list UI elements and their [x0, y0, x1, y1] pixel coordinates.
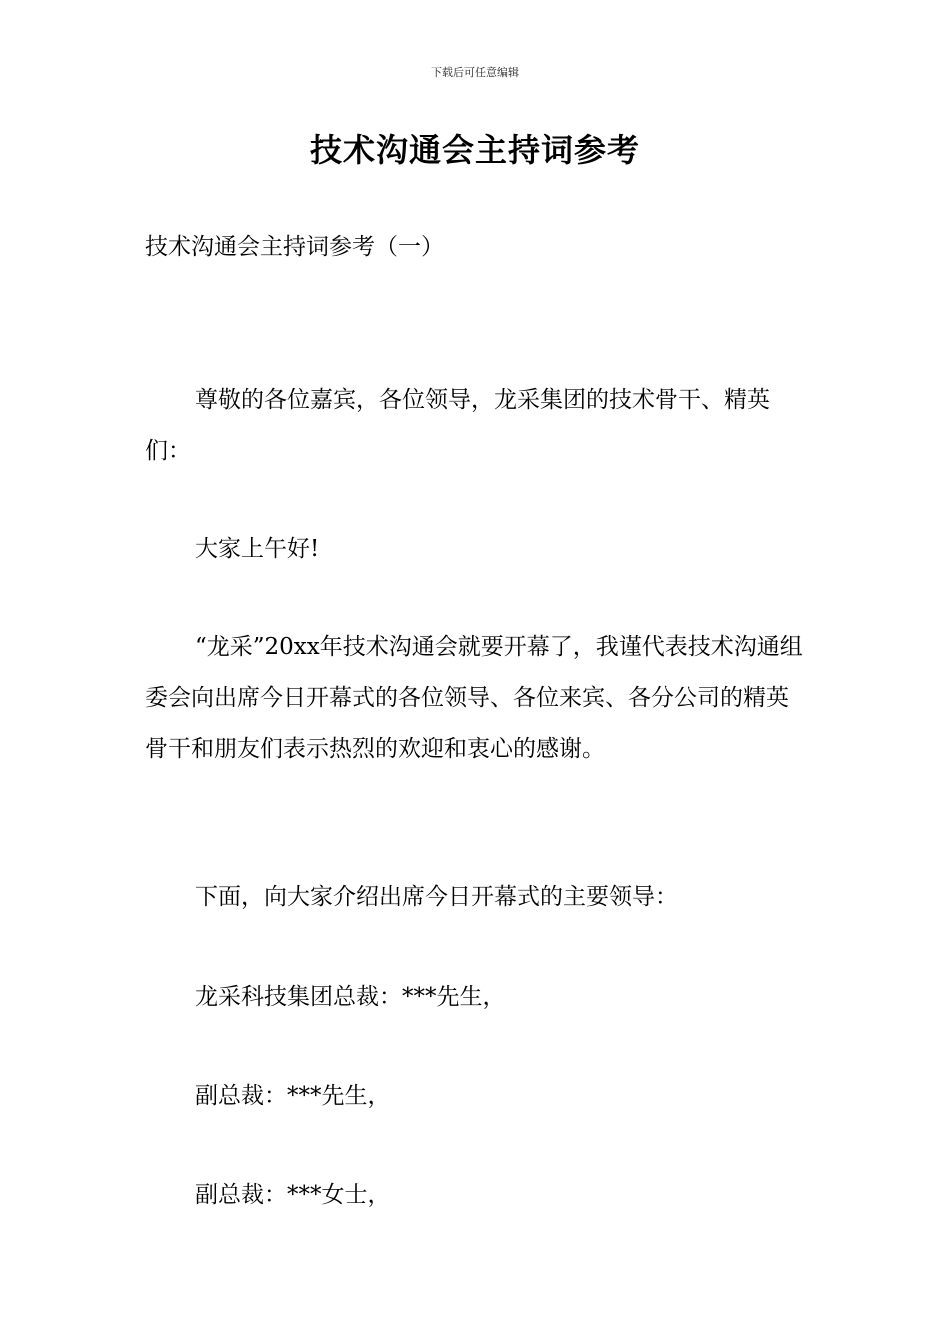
paragraph-introduction: 下面，向大家介绍出席今日开幕式的主要领导：: [195, 884, 678, 910]
document-title: 技术沟通会主持词参考: [309, 131, 640, 169]
paragraph-greeting: 尊敬的各位嘉宾，各位领导，龙采集团的技术骨干、精英们：: [145, 387, 770, 464]
paragraph-vice-president-1: 副总裁：***先生，: [195, 1083, 391, 1109]
paragraph-vice-president-2: 副总裁：***女士，: [195, 1182, 391, 1208]
paragraph-president: 龙采科技集团总裁：***先生，: [195, 984, 506, 1010]
paragraph-good-morning: 大家上午好!: [195, 536, 320, 562]
section-subtitle: 技术沟通会主持词参考（一）: [145, 234, 444, 260]
paragraph-opening: “龙采”20xx年技术沟通会就要开幕了，我谨代表技术沟通组委会向出席今日开幕式的各位领导、各位来宾、各分公司的精英骨干和朋友们表示热烈的欢迎和衷心的感谢。: [145, 634, 803, 762]
header-note: 下载后可任意编辑: [431, 66, 519, 79]
